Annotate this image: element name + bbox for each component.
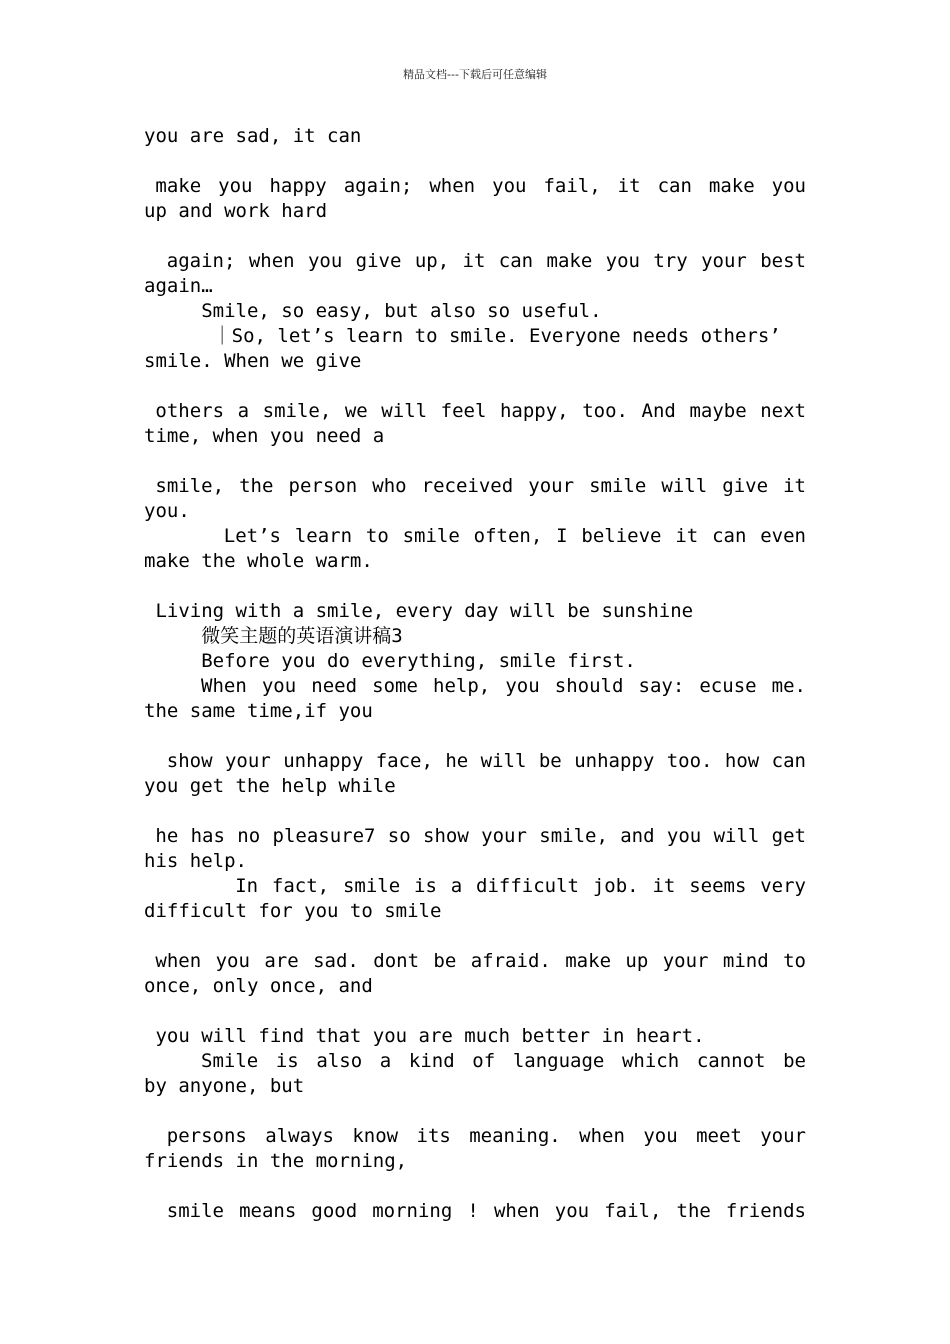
text-line: again; when you give up, it can make you try your best	[166, 250, 806, 272]
text-line: Living with a smile, every day will be sunshine	[144, 600, 694, 622]
text-line: ｜So, let’s learn to smile. Everyone needs others’	[144, 325, 781, 347]
text-line: smile, the person who received your smile will give it	[155, 475, 806, 497]
text-line: up and work hard	[144, 200, 328, 222]
blank-line	[144, 1099, 806, 1124]
text-line: his help.	[144, 850, 247, 872]
text-line: Smile is also a kind of language which cannot be	[201, 1050, 806, 1072]
blank-line	[144, 224, 806, 249]
text-line: by anyone, but	[144, 1075, 305, 1097]
document-body	[144, 124, 806, 1224]
text-line: the same time,if you	[144, 700, 373, 722]
text-line: again…	[144, 275, 213, 297]
text-line: friends in the morning,	[144, 1150, 408, 1172]
blank-line	[144, 924, 806, 949]
text-line: smile means good morning ! when you fail, the friends	[166, 1200, 806, 1222]
text-line: you.	[144, 500, 190, 522]
text-line: time, when you need a	[144, 425, 385, 447]
text-line: When you need some help, you should say: ecuse me.	[201, 675, 806, 697]
blank-line	[144, 999, 806, 1024]
text-line: when you are sad. dont be afraid. make up your mind to	[155, 950, 806, 972]
blank-line	[144, 449, 806, 474]
blank-line	[144, 799, 806, 824]
blank-line	[144, 149, 806, 174]
text-line: Smile, so easy, but also so useful.	[144, 300, 602, 322]
text-line: you are sad, it can	[144, 125, 362, 147]
text-line: 微笑主题的英语演讲稿3	[144, 625, 403, 647]
text-line: make you happy again; when you fail, it can make you	[155, 175, 806, 197]
text-line: persons always know its meaning. when you meet your	[166, 1125, 806, 1147]
page-header: 精品文档---下载后可任意编辑	[403, 68, 547, 81]
text-line: once, only once, and	[144, 975, 373, 997]
blank-line	[144, 724, 806, 749]
text-line: Let’s learn to smile often, I believe it can even	[223, 525, 806, 547]
text-line: show your unhappy face, he will be unhappy too. how can	[166, 750, 806, 772]
text-line: others a smile, we will feel happy, too. And maybe next	[155, 400, 806, 422]
blank-line	[144, 374, 806, 399]
blank-line	[144, 1174, 806, 1199]
text-line: you get the help while	[144, 775, 396, 797]
text-line: In fact, smile is a difficult job. it seems very	[235, 875, 806, 897]
text-line: smile. When we give	[144, 350, 362, 372]
blank-line	[144, 574, 806, 599]
text-line: you will find that you are much better in heart.	[144, 1025, 705, 1047]
text-line: difficult for you to smile	[144, 900, 442, 922]
text-line: make the whole warm.	[144, 550, 373, 572]
text-line: he has no pleasure7 so show your smile, and you will get	[155, 825, 806, 847]
text-line: Before you do everything, smile first.	[144, 650, 636, 672]
